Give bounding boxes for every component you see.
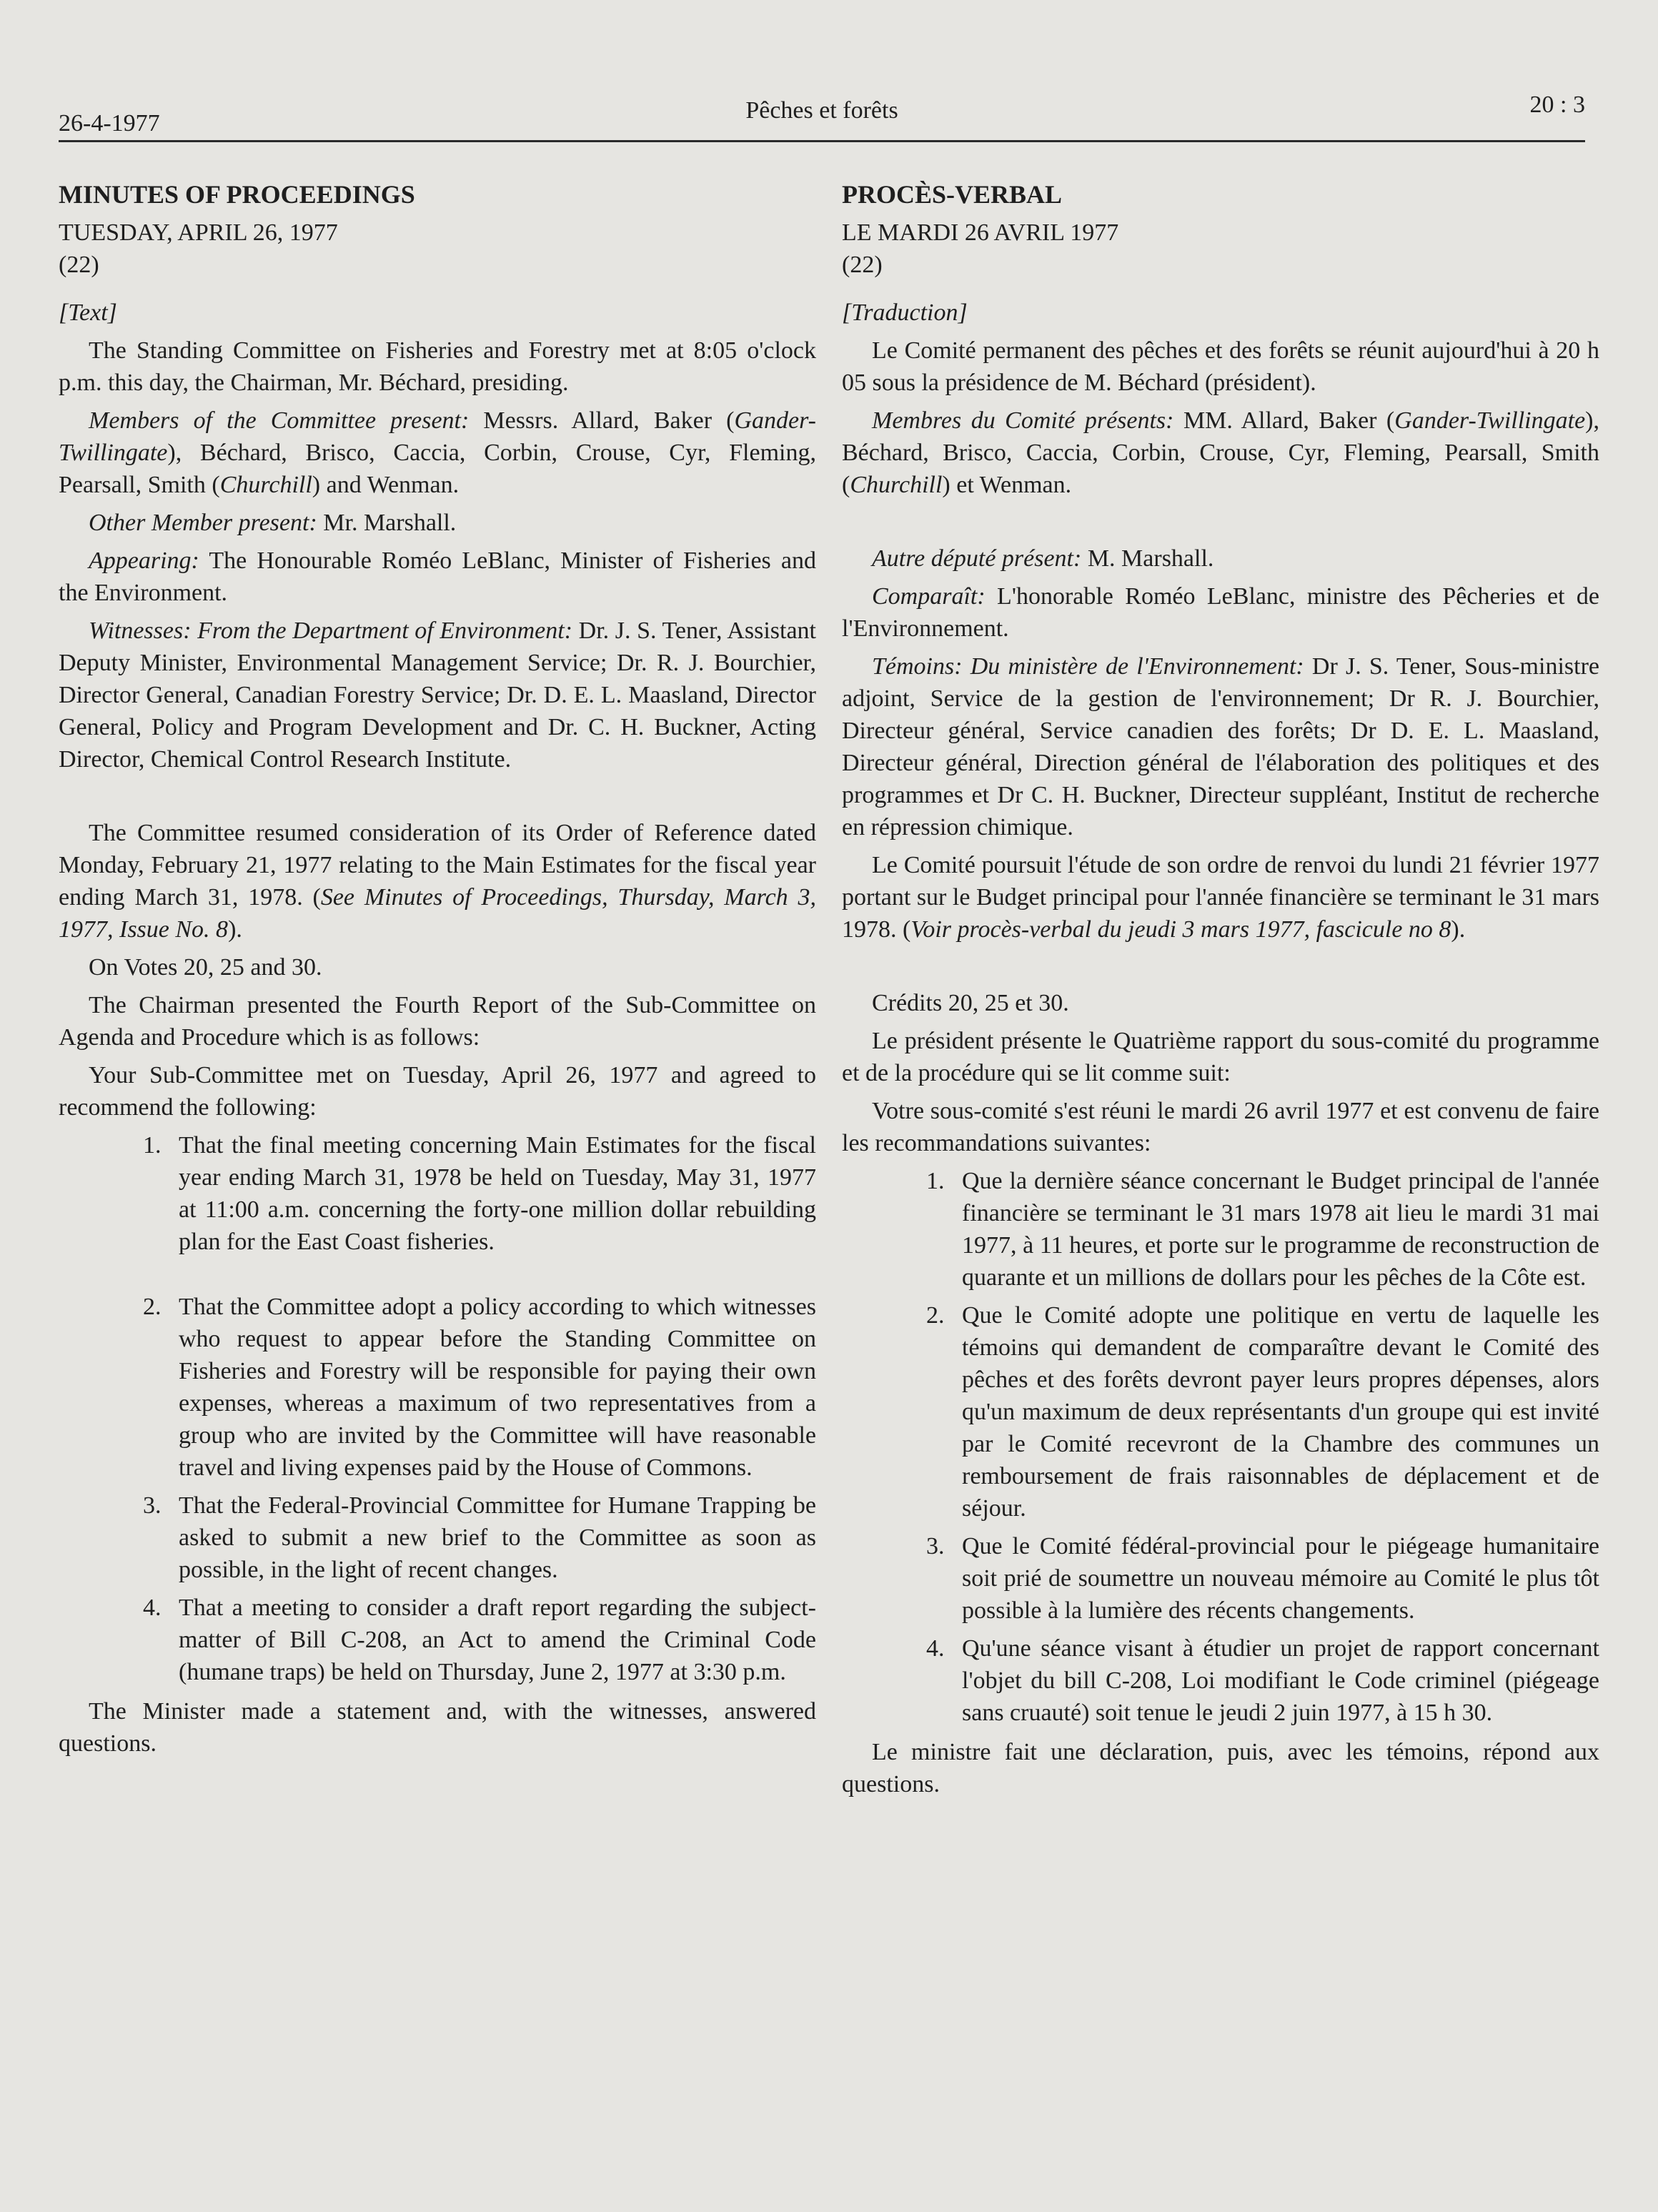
list-item: 1. Que la dernière séance concernant le Budget principal de l'année financière se terminant le 31 mars 1978 ait lieu le mardi 31 mai 1977, à 11 heures, et porte sur le programme de reconstruction de quarante et un millions de dollars pour les pêches de la Côte est. [926,1168,1599,1291]
english-recommendations [59,1129,816,1688]
english-votes: On Votes 20, 25 and 30. [89,954,322,981]
french-heading: PROCÈS-VERBAL [842,180,1063,209]
english-chairman-paragraph: The Chairman presented the Fourth Report of the Sub-Committee on Agenda and Procedure which is as follows: [59,992,816,1051]
french-text-label: [Traduction] [842,299,968,326]
french-chairman-paragraph: Le président présente le Quatrième rapport du sous-comité du programme et de la procédure qui se lit comme suit: [842,1028,1599,1086]
english-other-member: Other Member present: Mr. Marshall. [89,510,457,536]
french-members-label: Membres du Comité présents: [872,407,1174,434]
header-date: 26-4-1977 [59,110,160,137]
list-item: 2. That the Committee adopt a policy according to which witnesses who request to appear before the Standing Committee on Fisheries and Forestry will be responsible for paying their own expenses, whereas a maximum of two representatives from a group who are invited by the Committee will have reasonable travel and living expenses paid by the House of Commons. [143,1294,816,1481]
french-appearing: Comparaît: L'honorable Roméo LeBlanc, ministre des Pêcheries et de l'Environnement. [842,583,1599,642]
english-date: TUESDAY, APRIL 26, 1977 [59,219,338,246]
french-members-paragraph: Membres du Comité présents: MM. Allard, Baker (Gander-Twillingate), Béchard, Brisco, Caccia, Corbin, Crouse, Cyr, Fleming, Pearsall, Smith (Churchill) et Wenman. [842,407,1599,498]
list-item: 3. That the Federal-Provincial Committee for Humane Trapping be asked to submit a new brief to the Committee as soon as possible, in the light of recent changes. [143,1492,816,1583]
english-minister-paragraph: The Minister made a statement and, with the witnesses, answered questions. [59,1698,816,1757]
list-item: 4. That a meeting to consider a draft report regarding the subject-matter of Bill C-208, an Act to amend the Criminal Code (humane traps) be held on Thursday, June 2, 1977 at 3:30 p.m. [143,1594,816,1685]
english-text-label: [Text] [59,299,117,326]
list-item: 2. Que le Comité adopte une politique en vertu de laquelle les témoins qui demandent de comparaître devant le Comité des pêches et des forêts devront payer leurs propres dépenses, alors qu'un maximum de deux représentants d'un groupe qui est invité par le Comité recevront de la Chambre des communes un remboursement de frais raisonnables de déplacement et de séjour. [926,1302,1599,1522]
english-date-line [59,217,816,281]
french-issue: (22) [842,252,883,278]
list-item: 1. That the final meeting concerning Main Estimates for the fiscal year ending March 31, 1978 be held on Tuesday, May 31, 1977 at 11:00 a.m. concerning the forty-one million dollar rebuilding plan for the East Coast fisheries. [143,1132,816,1255]
french-subcommittee-paragraph: Votre sous-comité s'est réuni le mardi 26 avril 1977 et est convenu de faire les recommandations suivantes: [842,1098,1599,1156]
english-heading: MINUTES OF PROCEEDINGS [59,180,415,209]
french-column [842,179,1599,1806]
french-minister-paragraph: Le ministre fait une déclaration, puis, avec les témoins, répond aux questions. [842,1739,1599,1797]
french-recommendations [842,1165,1599,1729]
english-subcommittee-paragraph: Your Sub-Committee met on Tuesday, April 26, 1977 and agreed to recommend the following: [59,1062,816,1121]
english-met-paragraph: The Standing Committee on Fisheries and Forestry met at 8:05 o'clock p.m. this day, the Chairman, Mr. Béchard, presiding. [59,337,816,396]
english-witnesses: Witnesses: From the Department of Environment: Dr. J. S. Tener, Assistant Deputy Minister, Environmental Management Service; Dr. R. J. Bourchier, Director General, Canadian Forestry Service; Dr. D. E. L. Maasland, Director General, Policy and Program Development and Dr. C. H. Buckner, Acting Director, Chemical Control Research Institute. [59,618,816,773]
french-resumed-paragraph: Le Comité poursuit l'étude de son ordre de renvoi du lundi 21 février 1977 portant sur le Budget principal pour l'année financière se terminant le 31 mars 1978. (Voir procès-verbal du jeudi 3 mars 1977, fascicule no 8). [842,852,1599,943]
header-rule [59,140,1585,142]
english-members-paragraph: Members of the Committee present: Messrs. Allard, Baker (Gander-Twillingate), Béchard, Brisco, Caccia, Corbin, Crouse, Cyr, Fleming, Pearsall, Smith (Churchill) and Wenman. [59,407,816,498]
french-other-member: Autre député présent: M. Marshall. [872,545,1214,572]
english-members-label: Members of the Committee present: [89,407,470,434]
list-item: 3. Que le Comité fédéral-provincial pour le piégeage humanitaire soit prié de soumettre un nouveau mémoire au Comité le plus tôt possible à la lumière des récents changements. [926,1533,1599,1624]
french-date-line [842,217,1599,281]
page-header [59,91,1585,143]
english-resumed-paragraph: The Committee resumed consideration of its Order of Reference dated Monday, February 21, 1977 relating to the Main Estimates for the fiscal year ending March 31, 1978. (See Minutes of Proceedings, Thursday, March 3, 1977, Issue No. 8). [59,820,816,943]
page-number: 20 : 3 [1529,91,1585,118]
english-appearing: Appearing: The Honourable Roméo LeBlanc, Minister of Fisheries and the Environment. [59,547,816,606]
english-issue: (22) [59,252,99,278]
header-title: Pêches et forêts [745,97,898,124]
english-column [59,179,816,1765]
list-item: 4. Qu'une séance visant à étudier un projet de rapport concernant l'objet du bill C-208, Loi modifiant le Code criminel (piégeage sans cruauté) soit tenue le jeudi 2 juin 1977, à 15 h 30. [926,1635,1599,1726]
french-votes: Crédits 20, 25 et 30. [872,990,1069,1016]
french-met-paragraph: Le Comité permanent des pêches et des forêts se réunit aujourd'hui à 20 h 05 sous la présidence de M. Béchard (président). [842,337,1599,396]
french-date: LE MARDI 26 AVRIL 1977 [842,219,1119,246]
french-witnesses: Témoins: Du ministère de l'Environnement: Dr J. S. Tener, Sous-ministre adjoint, Service de la gestion de l'environnement; Dr R. J. Bourchier, Directeur général, Service canadien des forêts; Dr D. E. L. Maasland, Directeur général, Direction général de l'élaboration des politiques et des programmes et Dr C. H. Buckner, Directeur suppléant, Institut de recherche en répression chimique. [842,653,1599,840]
